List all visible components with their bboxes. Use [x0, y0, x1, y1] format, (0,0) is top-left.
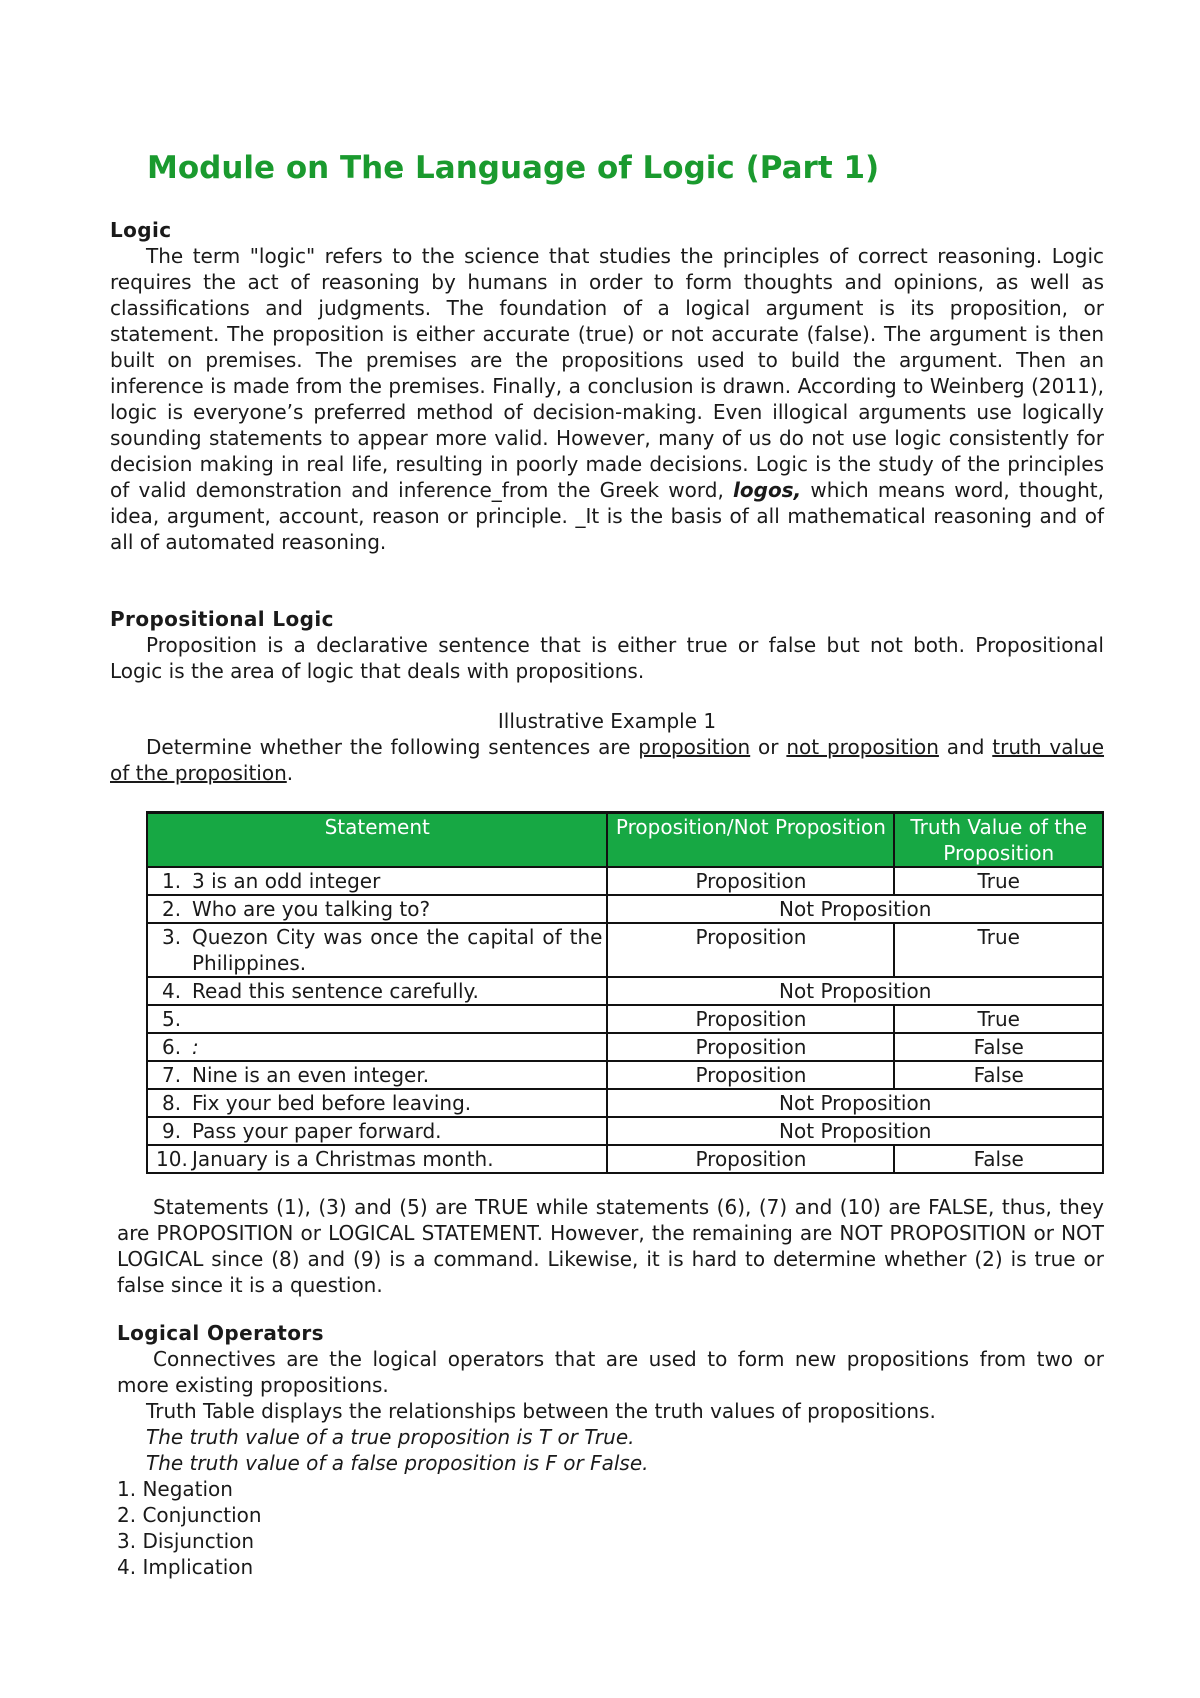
truth-cell: False — [894, 1033, 1103, 1061]
header-proposition: Proposition/Not Proposition — [607, 813, 894, 868]
proposition-cell: Proposition — [607, 1005, 894, 1033]
table-row — [147, 1033, 1103, 1061]
operator-list-item: 1. Negation — [117, 1477, 233, 1501]
row-number: 8. — [162, 1091, 182, 1115]
row-number: 9. — [162, 1119, 182, 1143]
operator-list-item: 3. Disjunction — [117, 1529, 255, 1553]
row-number: 7. — [162, 1063, 182, 1087]
statement-cell — [147, 1005, 607, 1033]
table-row — [147, 867, 1103, 895]
operator-list-item: 2. Conjunction — [117, 1503, 262, 1527]
connectives-text: Connectives are the logical operators that are used to form new propositions from two or more existing propositions. — [117, 1347, 1104, 1397]
table-row — [147, 977, 1103, 1005]
row-number: 2. — [162, 897, 182, 921]
statement-text: Nine is an even integer. — [192, 1063, 430, 1087]
propositional-logic-paragraph — [110, 632, 1104, 684]
statement-cell — [147, 1061, 607, 1089]
proposition-link: proposition — [638, 735, 751, 759]
logical-operators-heading: Logical Operators — [117, 1321, 324, 1345]
proposition-cell: Proposition — [607, 1033, 894, 1061]
example-end: . — [286, 761, 294, 785]
truth-value-link: truth value of the proposition — [110, 735, 1105, 785]
statement-cell — [147, 923, 607, 977]
row-number: 10. — [156, 1147, 188, 1171]
truth-cell: False — [894, 1061, 1103, 1089]
proposition-cell: Proposition — [607, 867, 894, 895]
summary-text: Statements (1), (3) and (5) are TRUE while statements (6), (7) and (10) are FALSE, thus, they are PROPOSITION or LOGICAL STATEMENT. However, the remaining are NOT PROPOSITION or NOT LOGICAL since (8) and (9) is a command. Likewise, it is hard to determine whether (2) is true or false since it is a question. — [117, 1195, 1104, 1297]
proposition-cell: Not Proposition — [607, 1089, 1103, 1117]
truth-cell: True — [894, 867, 1103, 895]
summary-paragraph — [117, 1194, 1104, 1298]
logic-paragraph-text: The term "logic" refers to the science that studies the principles of correct reasoning. Logic requires the act of reasoning by humans in order to form thoughts and opinions, as well as classifications and judgments. The foundation of a logical argument is its proposition, or statement. The proposition is either accurate (true) or not accurate (false). The argument is then built on premises. The premises are the propositions used to build the argument. Then an inference is made from the premises. Finally, a conclusion is drawn. According to Weinberg (2011), logic is everyone’s preferred method of decision-making. Even illogical arguments use logically sounding statements to appear more valid. However, many of us do not use logic consistently for decision making in real life, resulting in poorly made decisions. Logic is the study of the principles of valid demonstration and inference_from the Greek word, — [110, 244, 1104, 502]
example-intro — [110, 734, 1104, 786]
statement-text: Who are you talking to? — [192, 897, 431, 921]
table-row — [147, 1089, 1103, 1117]
propositional-logic-heading: Propositional Logic — [110, 607, 334, 631]
proposition-table — [146, 811, 1104, 1174]
statement-text: Fix your bed before leaving. — [192, 1091, 472, 1115]
statement-cell — [147, 1117, 607, 1145]
statement-text: Pass your paper forward. — [192, 1119, 442, 1143]
header-truth-value: Truth Value of the Proposition — [894, 813, 1103, 868]
statement-cell — [147, 1089, 607, 1117]
proposition-cell: Proposition — [607, 1061, 894, 1089]
proposition-cell: Proposition — [607, 923, 894, 977]
logic-paragraph — [110, 243, 1104, 555]
example-intro-start: Determine whether the following sentences are — [146, 735, 639, 759]
false-value-line: The truth value of a false proposition is F or False. — [146, 1451, 649, 1475]
example-mid1: or — [750, 735, 787, 759]
table-row — [147, 895, 1103, 923]
statement-text: : — [192, 1035, 199, 1059]
row-number: 5. — [162, 1007, 182, 1031]
statement-text: January is a Christmas month. — [192, 1147, 494, 1171]
operator-list-item: 4. Implication — [117, 1555, 254, 1579]
statement-cell — [147, 1033, 607, 1061]
row-number: 6. — [162, 1035, 182, 1059]
connectives-paragraph — [117, 1346, 1104, 1398]
statement-text: Quezon City was once the capital of the Philippines. — [192, 925, 603, 975]
page-title: Module on The Language of Logic (Part 1) — [147, 150, 880, 186]
not-proposition-link: not proposition — [786, 735, 939, 759]
row-number: 3. — [162, 925, 182, 949]
statement-text: Read this sentence carefully. — [192, 979, 479, 1003]
row-number: 4. — [162, 979, 182, 1003]
truth-cell: True — [894, 1005, 1103, 1033]
row-number: 1. — [162, 869, 182, 893]
table-row — [147, 1145, 1103, 1173]
table-header-row — [147, 813, 1103, 868]
statement-cell — [147, 867, 607, 895]
header-statement: Statement — [147, 813, 607, 868]
table-row — [147, 1061, 1103, 1089]
proposition-cell: Proposition — [607, 1145, 894, 1173]
statement-cell — [147, 977, 607, 1005]
true-value-line: The truth value of a true proposition is T or True. — [146, 1425, 635, 1449]
truth-cell: False — [894, 1145, 1103, 1173]
statement-cell — [147, 1145, 607, 1173]
proposition-cell: Not Proposition — [607, 1117, 1103, 1145]
truth-cell: True — [894, 923, 1103, 977]
table-row — [147, 923, 1103, 977]
propositional-logic-text: Proposition is a declarative sentence that is either true or false but not both. Propositional Logic is the area of logic that deals with propositions. — [110, 633, 1104, 683]
proposition-cell: Not Proposition — [607, 895, 1103, 923]
proposition-cell: Not Proposition — [607, 977, 1103, 1005]
statement-text: 3 is an odd integer — [192, 869, 381, 893]
logos-word: logos, — [733, 478, 802, 502]
logic-heading: Logic — [110, 218, 172, 242]
table-row — [147, 1117, 1103, 1145]
logic-paragraph-end: which means word, thought, idea, argument, account, reason or principle. _It is the basis of all mathematical reasoning and of all of automated reasoning. — [110, 478, 1104, 554]
table-row — [147, 1005, 1103, 1033]
truth-table-line: Truth Table displays the relationships between the truth values of propositions. — [146, 1399, 936, 1423]
example-title: Illustrative Example 1 — [497, 709, 717, 733]
example-mid2: and — [938, 735, 993, 759]
statement-cell — [147, 895, 607, 923]
